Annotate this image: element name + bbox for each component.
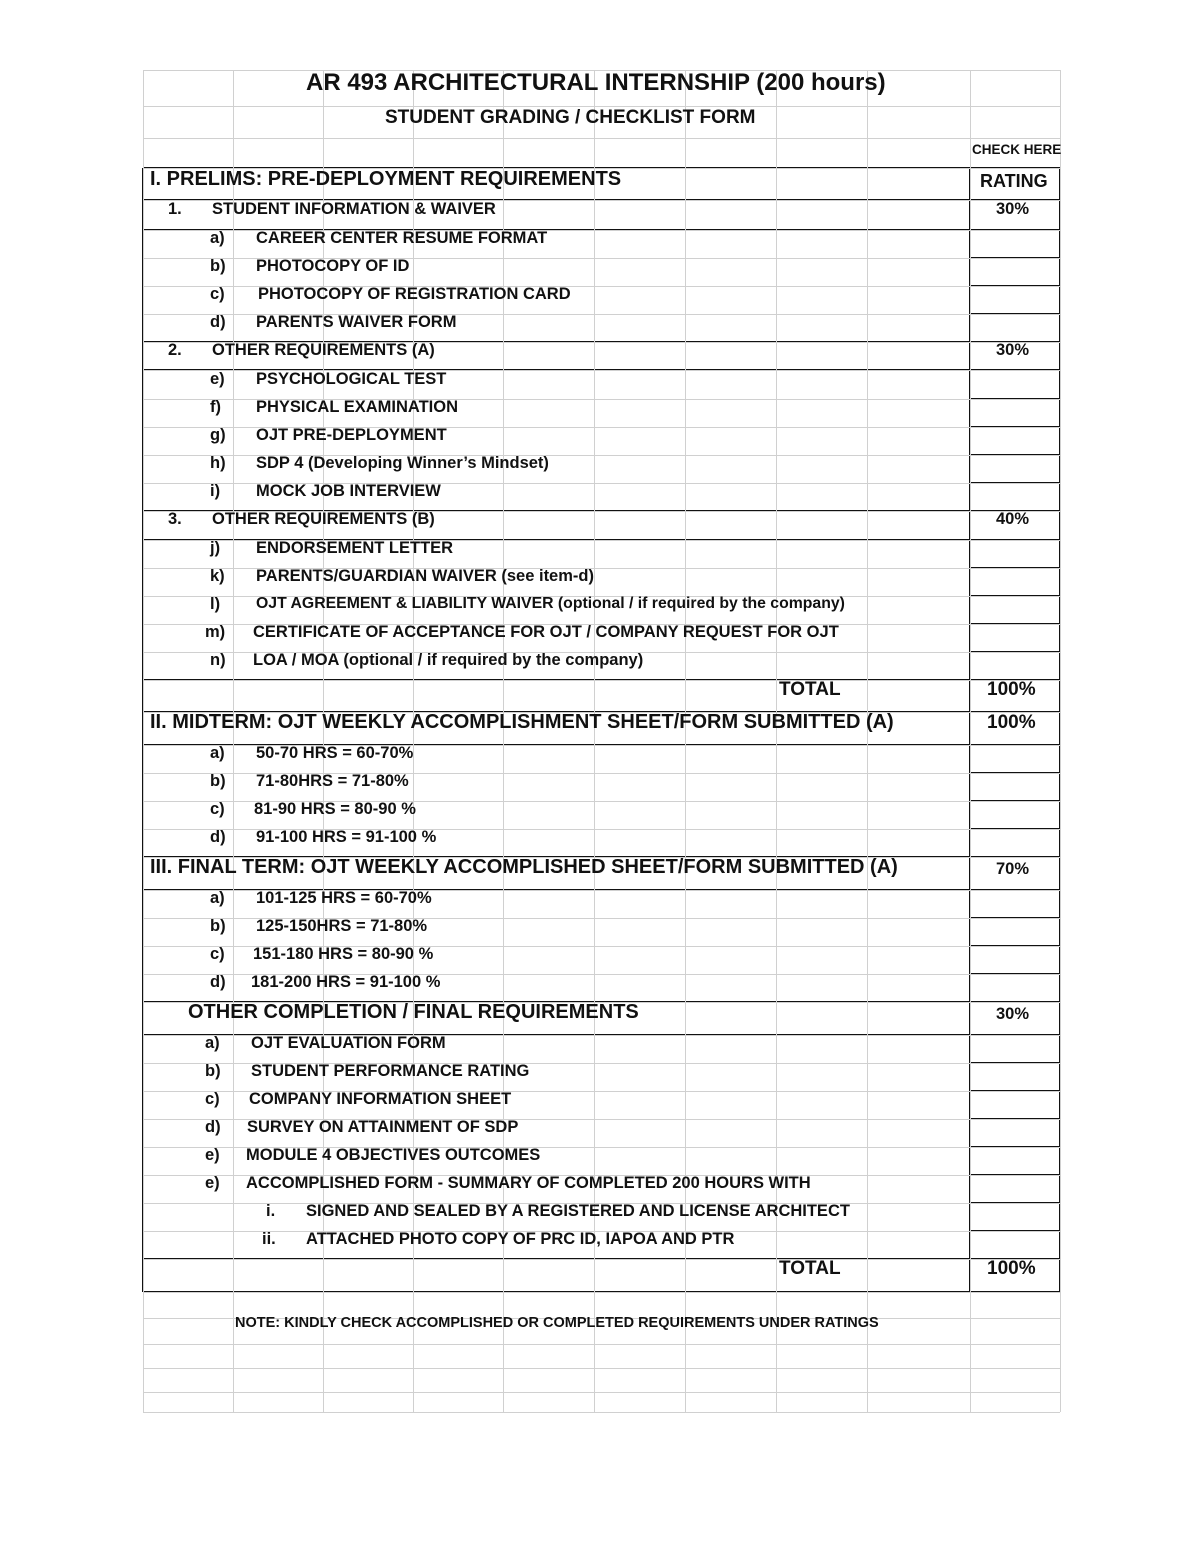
completion-item-text: SURVEY ON ATTAINMENT OF SDP [247, 1118, 519, 1136]
completion-item-key: c) [205, 1090, 220, 1108]
prelim-item-key: e) [210, 370, 225, 388]
prelim-item-key: f) [210, 398, 221, 416]
finalterm-item-text: 101-125 HRS = 60-70% [256, 889, 432, 907]
prelim-item-key: a) [210, 229, 225, 247]
prelim-item-key: h) [210, 454, 226, 472]
prelim-item-text: CERTIFICATE OF ACCEPTANCE FOR OJT / COMPANY REQUEST FOR OJT [253, 623, 839, 641]
completion-total-value: 100% [987, 1258, 1036, 1279]
prelim-item-text: PHYSICAL EXAMINATION [256, 398, 458, 416]
gridline [143, 1344, 1060, 1345]
finalterm-item-key: b) [210, 917, 226, 935]
midterm-item-key: a) [210, 744, 225, 762]
completion-subitem-key: i. [266, 1202, 276, 1220]
prelim-item-key: i) [210, 482, 221, 500]
midterm-rating: 100% [987, 712, 1036, 733]
midterm-item-text: 81-90 HRS = 80-90 % [254, 800, 416, 818]
completion-item-key: e) [205, 1174, 220, 1192]
prelim-item-key: n) [210, 651, 226, 669]
group-2-rating: 30% [996, 341, 1030, 359]
prelim-item-key: k) [210, 567, 225, 585]
midterm-item-text: 71-80HRS = 71-80% [256, 772, 409, 790]
gridline [143, 1368, 1060, 1369]
prelim-item-key: j) [210, 539, 221, 557]
prelim-item-key: m) [205, 623, 226, 641]
completion-item-key: e) [205, 1146, 220, 1164]
midterm-item-key: d) [210, 828, 226, 846]
prelim-item-text: OJT PRE-DEPLOYMENT [256, 426, 447, 444]
gridline [143, 1259, 1060, 1260]
completion-total-label: TOTAL [779, 1258, 841, 1279]
prelim-item-text: LOA / MOA (optional / if required by the company) [253, 651, 644, 669]
prelim-item-key: l) [210, 595, 221, 613]
gridline [143, 1412, 1060, 1413]
prelim-item-key: d) [210, 313, 226, 331]
completion-subitem-text: ATTACHED PHOTO COPY OF PRC ID, IAPOA AND PTR [306, 1230, 735, 1248]
midterm-item-text: 91-100 HRS = 91-100 % [256, 828, 437, 846]
prelim-item-text: ENDORSEMENT LETTER [256, 539, 454, 557]
form-subtitle: STUDENT GRADING / CHECKLIST FORM [385, 107, 756, 128]
prelim-item-text: PARENTS/GUARDIAN WAIVER (see item-d) [256, 567, 594, 585]
finalterm-rating: 70% [996, 860, 1030, 878]
completion-item-text: MODULE 4 OBJECTIVES OUTCOMES [246, 1146, 541, 1164]
completion-item-text: COMPANY INFORMATION SHEET [249, 1090, 512, 1108]
gridline [143, 1392, 1060, 1393]
prelim-item-text: PHOTOCOPY OF REGISTRATION CARD [258, 285, 571, 303]
prelim-item-text: PARENTS WAIVER FORM [256, 313, 457, 331]
group-2-label: OTHER REQUIREMENTS (A) [212, 341, 435, 359]
gridline [233, 70, 234, 1412]
finalterm-item-text: 125-150HRS = 71-80% [256, 917, 428, 935]
completion-subitem-key: ii. [262, 1230, 276, 1248]
prelim-item-key: c) [210, 285, 225, 303]
group-1-label: STUDENT INFORMATION & WAIVER [212, 200, 496, 218]
completion-item-text: STUDENT PERFORMANCE RATING [251, 1062, 530, 1080]
form-title: AR 493 ARCHITECTURAL INTERNSHIP (200 hours) [306, 69, 886, 96]
group-1-number: 1. [168, 200, 182, 218]
gridline [143, 1292, 1060, 1293]
prelim-item-text: CAREER CENTER RESUME FORMAT [256, 229, 548, 247]
finalterm-item-key: d) [210, 973, 226, 991]
completion-item-key: d) [205, 1118, 221, 1136]
gridline [867, 70, 868, 1412]
prelims-total-value: 100% [987, 679, 1036, 700]
completion-subitem-text: SIGNED AND SEALED BY A REGISTERED AND LICENSE ARCHITECT [306, 1202, 850, 1220]
completion-rating: 30% [996, 1005, 1030, 1023]
gridline [970, 70, 971, 1412]
finalterm-item-text: 151-180 HRS = 80-90 % [253, 945, 434, 963]
finalterm-heading: III. FINAL TERM: OJT WEEKLY ACCOMPLISHED SHEET/FORM SUBMITTED (A) [150, 856, 898, 878]
finalterm-item-text: 181-200 HRS = 91-100 % [251, 973, 441, 991]
group-3-label: OTHER REQUIREMENTS (B) [212, 510, 435, 528]
prelims-total-label: TOTAL [779, 679, 841, 700]
completion-item-key: a) [205, 1034, 220, 1052]
footer-note: NOTE: KINDLY CHECK ACCOMPLISHED OR COMPLETED REQUIREMENTS UNDER RATINGS [235, 1315, 879, 1331]
gridline [143, 70, 144, 1412]
completion-item-key: b) [205, 1062, 221, 1080]
group-1-rating: 30% [996, 200, 1030, 218]
gridline [143, 680, 1060, 681]
group-3-number: 3. [168, 510, 182, 528]
completion-heading: OTHER COMPLETION / FINAL REQUIREMENTS [188, 1001, 639, 1023]
prelim-item-text: PSYCHOLOGICAL TEST [256, 370, 447, 388]
group-2-number: 2. [168, 341, 182, 359]
midterm-item-key: c) [210, 800, 225, 818]
midterm-item-text: 50-70 HRS = 60-70% [256, 744, 414, 762]
completion-item-text: ACCOMPLISHED FORM - SUMMARY OF COMPLETED 200 HOURS WITH [246, 1174, 811, 1192]
check-here-label: CHECK HERE [972, 142, 1062, 157]
finalterm-item-key: a) [210, 889, 225, 907]
rating-column-label: RATING [980, 171, 1048, 191]
finalterm-item-key: c) [210, 945, 225, 963]
midterm-heading: II. MIDTERM: OJT WEEKLY ACCOMPLISHMENT SHEET/FORM SUBMITTED (A) [150, 711, 894, 733]
prelim-item-text: SDP 4 (Developing Winner’s Mindset) [256, 454, 549, 472]
gridline [143, 138, 1060, 139]
prelim-item-text: OJT AGREEMENT & LIABILITY WAIVER (optional / if required by the company) [256, 595, 845, 612]
gridline [1060, 70, 1061, 1412]
midterm-item-key: b) [210, 772, 226, 790]
prelim-item-key: b) [210, 257, 226, 275]
group-3-rating: 40% [996, 510, 1030, 528]
prelims-heading: I. PRELIMS: PRE-DEPLOYMENT REQUIREMENTS [150, 168, 622, 190]
prelim-item-text: MOCK JOB INTERVIEW [256, 482, 441, 500]
completion-item-text: OJT EVALUATION FORM [251, 1034, 446, 1052]
prelim-item-key: g) [210, 426, 226, 444]
prelim-item-text: PHOTOCOPY OF ID [256, 257, 410, 275]
